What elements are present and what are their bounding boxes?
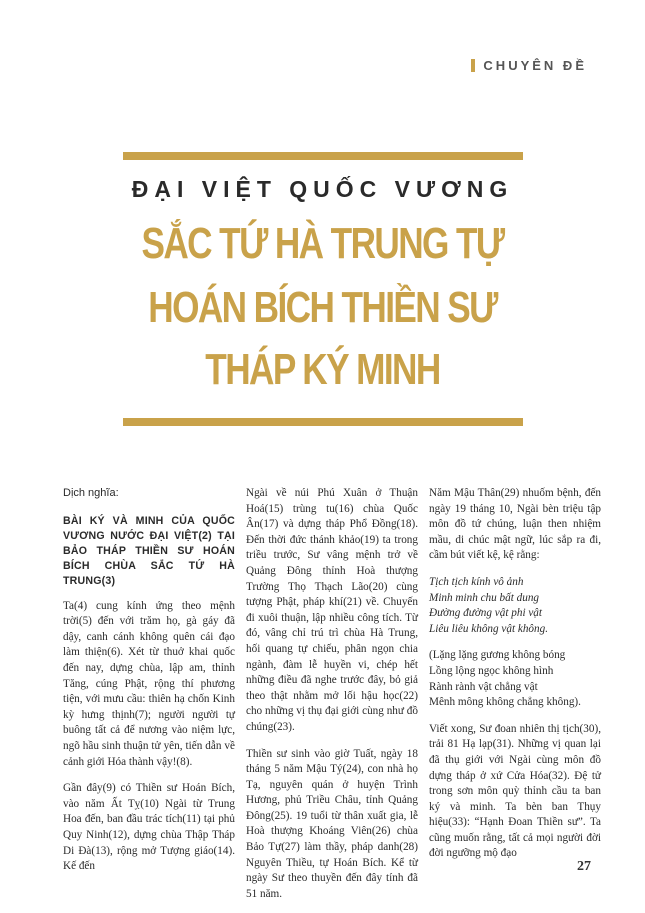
poem-original [429, 575, 601, 637]
paragraph: Ngài về núi Phú Xuân ở Thuận Hoá(15) trùng tu(16) chùa Quốc Ân(17) và dựng tháp Phổ Đồng(18). Đến thời đức thánh khảo(19) ta trong triều trước, Sư vâng mệnh trở về Quảng Đông thỉnh Hoà thượng Trường Thọ Thạch Lão(20) cùng tượng Phật, pháp khí(21) về. Chuyến đi xuôi thuận, lập nhiều công tích. Từ đó, vâng chỉ trú trì chùa Hà Trung, hối quang tự chiếu, phân ngọn chia ngành, đàm lễ huyền vi, chép hết những điều đã nghe trước đây, bỏ giả theo thật nhằm mở lối hậu học(22) cho những vị thụ đại giới cùng như đồ chúng(23). [246, 487, 418, 733]
section-title: CHUYÊN ĐỀ [483, 58, 587, 73]
title-line-4: THÁP KÝ MINH [205, 345, 440, 394]
poem-line: Minh minh chu bất dung [429, 591, 540, 604]
poem-line: Mênh mông không chẳng không). [429, 696, 581, 709]
translation-label: Dịch nghĩa: [63, 487, 119, 499]
column-1 [63, 486, 235, 886]
section-label [471, 58, 587, 73]
article-heading: BÀI KÝ VÀ MINH CỦA QUỐC VƯƠNG NƯỚC ĐẠI VIỆT(2) TẠI BẢO THÁP THIỀN SƯ HOÁN BÍCH CHÙA SẮC TỨ HÀ TRUNG(3) [63, 514, 235, 587]
section-bar [471, 59, 475, 72]
title-line-3: HOÁN BÍCH THIỀN SƯ [148, 283, 497, 332]
paragraph: Năm Mậu Thân(29) nhuốm bệnh, đến ngày 19 tháng 10, Ngài bèn triệu tập môn đồ tứ chúng, luận then nhiệm mầu, di chúc mật ngữ, lúc sắp ra đi, cầm bút viết kệ, kệ rằng: [429, 487, 601, 562]
column-3 [429, 486, 601, 873]
poem-line: Rành rành vật chẳng vật [429, 680, 538, 693]
poem-line: Tịch tịch kính vô ảnh [429, 575, 524, 588]
poem-line: (Lặng lặng gương không bóng [429, 649, 566, 662]
title-line-1: ĐẠI VIỆT QUỐC VƯƠNG [131, 176, 514, 202]
poem-line: Lồng lộng ngọc không hình [429, 664, 554, 677]
title-rule-top [123, 152, 523, 160]
poem-line: Đường đường vật phi vật [429, 607, 543, 620]
poem-translation [429, 648, 601, 710]
title-line-2: SẮC TỨ HÀ TRUNG TỰ [141, 219, 504, 268]
title-rule-bottom [123, 418, 523, 426]
paragraph: Ta(4) cung kính ứng theo mệnh trời(5) đến với trăm họ, gà gáy đã dậy, canh cánh không quên cái đạo làm thiện(6). Xét từ thuở khai quốc đến nay, dựng chùa, lập am, thỉnh Tăng, cúng Phật, rộng thí phương tiện, với mưu cầu: thiên hạ chốn Kinh kỳ hưng thịnh(7); người người tự buông tất cả để nương vào niệm lực, ngõ hầu sinh thuận tử yên, tiến dẫn về cảnh giới Hóa thành vậy!(8). [63, 599, 235, 768]
paragraph: Gần đây(9) có Thiền sư Hoán Bích, vào năm Ất Tỵ(10) Ngài từ Trung Hoa đến, ban đầu trác tích(11) tại phủ Quy Ninh(12), dựng chùa Thập Tháp Di Đà(13), rộng mở Tượng giáo(14). Kế đến [63, 782, 235, 873]
paragraph: Viết xong, Sư đoan nhiên thị tịch(30), trải 81 Hạ lạp(31). Những vị quan lại đã thụ giới với Ngài cùng môn đồ dựng tháp ở xứ Cửa Hóa(32). Đệ tử trong sơn môn quỳ thỉnh cầu ta ban ký và minh. Ta bèn ban Thụy hiệu(33): “Hạnh Đoan Thiền sư”. Ta cũng muốn rằng, tất cả mọi người đời đời ngưỡng mộ đạo [429, 722, 601, 860]
poem-line: Liêu liêu không vật không. [429, 622, 548, 635]
paragraph: Thiền sư sinh vào giờ Tuất, ngày 18 tháng 5 năm Mậu Tý(24), con nhà họ Tạ, nguyên quán ở huyện Trình Hương, phủ Triều Châu, tỉnh Quảng Đông(25). 19 tuổi từ thân xuất gia, lễ Hoà thượng Khoáng Viên(26) chùa Bảo Tự(27) làm thầy, pháp danh(28) Nguyên Thiều, tự Hoán Bích. Kể từ ngày Sư theo thuyền đến đây tính đã 51 năm. [246, 747, 418, 900]
page-number: 27 [577, 859, 591, 874]
column-2 [246, 486, 418, 913]
